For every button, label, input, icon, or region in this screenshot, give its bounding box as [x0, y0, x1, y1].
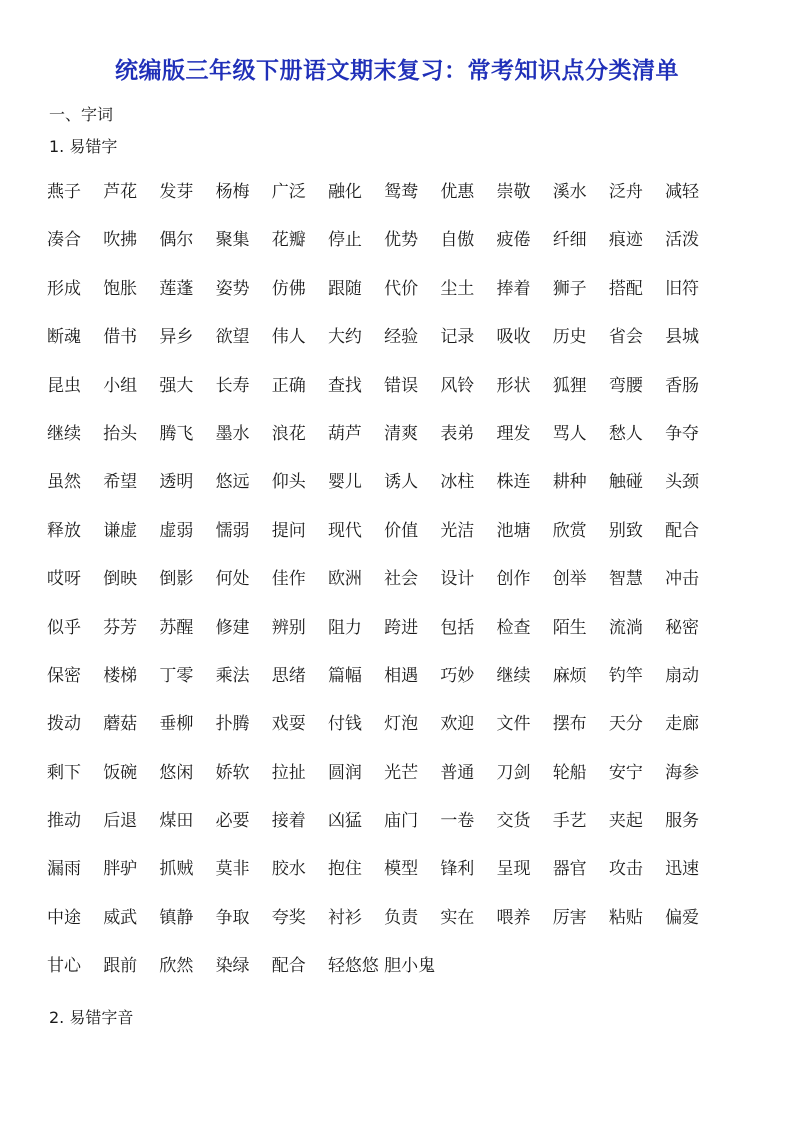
word-item: 借书 — [103, 327, 138, 348]
word-item: 偏爱 — [665, 907, 700, 928]
word-item: 昆虫 — [47, 375, 81, 396]
word-item: 错误 — [384, 375, 419, 396]
word-item: 光芒 — [384, 762, 419, 783]
word-item: 检查 — [496, 617, 531, 638]
word-item: 悠闲 — [159, 762, 194, 783]
word-item: 刀剑 — [496, 762, 531, 783]
word-item: 安宁 — [608, 762, 643, 783]
word-item: 长寿 — [215, 375, 250, 396]
word-item: 一卷 — [440, 811, 475, 832]
section-heading-vocabulary: 一、字词 — [49, 105, 114, 124]
word-item: 莲蓬 — [159, 278, 194, 299]
word-item: 修建 — [215, 617, 250, 638]
word-item: 欣然 — [159, 956, 194, 977]
word-item: 欣赏 — [552, 520, 587, 541]
word-item: 乘法 — [215, 665, 250, 686]
word-item: 耕种 — [552, 472, 587, 493]
word-item: 理发 — [496, 423, 531, 444]
word-item: 继续 — [496, 665, 531, 686]
word-item: 智慧 — [608, 569, 643, 590]
word-item: 夸奖 — [271, 907, 306, 928]
word-item: 融化 — [327, 182, 362, 202]
word-item: 仰头 — [271, 472, 306, 493]
word-item: 似乎 — [47, 617, 81, 638]
word-item: 异乡 — [159, 327, 194, 348]
word-item: 流淌 — [608, 617, 643, 638]
word-item: 剩下 — [47, 762, 81, 783]
word-item: 懦弱 — [215, 520, 250, 541]
word-item: 正确 — [271, 375, 306, 396]
word-item: 虚弱 — [159, 520, 194, 541]
word-item: 篇幅 — [327, 665, 362, 686]
word-item: 染绿 — [215, 956, 250, 977]
word-item: 海参 — [665, 762, 700, 783]
word-item: 小组 — [103, 375, 138, 396]
word-item: 实在 — [440, 907, 475, 928]
word-item: 冲击 — [665, 569, 700, 590]
subheading-error-prone-pronunciation: 2. 易错字音 — [49, 1008, 134, 1027]
word-item: 尘土 — [440, 278, 475, 299]
word-item: 思绪 — [271, 665, 306, 686]
word-item: 模型 — [384, 859, 419, 880]
word-item: 提问 — [271, 520, 306, 541]
word-item: 婴儿 — [327, 472, 362, 493]
word-item: 大约 — [327, 327, 362, 348]
word-item: 垂柳 — [159, 714, 194, 735]
word-item: 抱住 — [327, 859, 362, 880]
word-item: 保密 — [47, 665, 81, 686]
word-item: 发芽 — [159, 182, 194, 202]
word-item: 清爽 — [384, 423, 419, 444]
word-item: 透明 — [159, 472, 194, 493]
word-item: 捧着 — [496, 278, 531, 299]
word-item: 姿势 — [215, 278, 250, 299]
word-item: 跟前 — [103, 956, 138, 977]
word-item: 娇软 — [215, 762, 250, 783]
word-item: 搭配 — [608, 278, 643, 299]
word-item: 煤田 — [159, 811, 194, 832]
word-item: 威武 — [103, 907, 138, 928]
word-item: 株连 — [496, 472, 531, 493]
word-item: 交货 — [496, 811, 531, 832]
word-item: 推动 — [47, 811, 81, 832]
word-item: 芬芳 — [103, 617, 138, 638]
word-item: 弯腰 — [608, 375, 643, 396]
word-item: 鸳鸯 — [384, 182, 419, 202]
word-item: 创举 — [552, 569, 587, 590]
word-item: 漏雨 — [47, 859, 81, 880]
word-item: 欲望 — [215, 327, 250, 348]
word-item: 厉害 — [552, 907, 587, 928]
word-item: 芦花 — [103, 182, 138, 202]
word-item: 优势 — [384, 230, 419, 251]
word-item: 夹起 — [608, 811, 643, 832]
word-item: 跟随 — [327, 278, 362, 299]
word-item: 哎呀 — [47, 569, 81, 590]
word-item: 摆布 — [552, 714, 587, 735]
word-item: 轻悠悠 — [327, 956, 379, 977]
word-item: 凶猛 — [327, 811, 362, 832]
word-item: 广泛 — [271, 182, 306, 202]
word-item: 抬头 — [103, 423, 138, 444]
word-item: 手艺 — [552, 811, 587, 832]
word-item: 伟人 — [271, 327, 306, 348]
word-item: 偶尔 — [159, 230, 194, 251]
word-item: 查找 — [327, 375, 362, 396]
word-item: 包括 — [440, 617, 475, 638]
word-item: 蘑菇 — [103, 714, 138, 735]
word-item: 代价 — [384, 278, 419, 299]
word-item: 虽然 — [47, 472, 81, 493]
word-item: 释放 — [47, 520, 81, 541]
word-item: 陌生 — [552, 617, 587, 638]
word-item: 普通 — [440, 762, 475, 783]
word-item: 风铃 — [440, 375, 475, 396]
word-item: 现代 — [327, 520, 362, 541]
word-item: 佳作 — [271, 569, 306, 590]
word-item: 强大 — [159, 375, 194, 396]
word-item: 天分 — [608, 714, 643, 735]
page-title: 统编版三年级下册语文期末复习：常考知识点分类清单 — [115, 58, 679, 84]
word-item: 锋利 — [440, 859, 475, 880]
word-item: 仿佛 — [271, 278, 306, 299]
word-item: 灯泡 — [384, 714, 419, 735]
word-item: 胆小鬼 — [384, 956, 436, 977]
word-item: 后退 — [103, 811, 138, 832]
word-item: 聚集 — [215, 230, 250, 251]
word-item: 文件 — [496, 714, 531, 735]
word-item: 必要 — [215, 811, 250, 832]
word-item: 何处 — [215, 569, 250, 590]
word-item: 历史 — [552, 327, 587, 348]
word-item: 停止 — [327, 230, 362, 251]
word-item: 秘密 — [665, 617, 700, 638]
word-item: 燕子 — [47, 182, 81, 202]
word-item: 阻力 — [327, 617, 362, 638]
word-item: 丁零 — [159, 665, 194, 686]
word-item: 喂养 — [496, 907, 531, 928]
word-item: 狐狸 — [552, 375, 587, 396]
word-item: 负责 — [384, 907, 419, 928]
word-item: 相遇 — [384, 665, 419, 686]
word-item: 圆润 — [327, 762, 362, 783]
word-item: 凑合 — [47, 230, 81, 251]
word-item: 麻烦 — [552, 665, 587, 686]
word-item: 葫芦 — [327, 423, 362, 444]
word-item: 扑腾 — [215, 714, 250, 735]
word-item: 拉扯 — [271, 762, 306, 783]
word-item: 走廊 — [665, 714, 700, 735]
word-item: 饱胀 — [103, 278, 138, 299]
word-item: 疲倦 — [496, 230, 531, 251]
word-item: 拨动 — [47, 714, 81, 735]
word-item: 悠远 — [215, 472, 250, 493]
word-item: 争取 — [215, 907, 250, 928]
word-item: 经验 — [384, 327, 419, 348]
word-item: 省会 — [608, 327, 643, 348]
word-item: 痕迹 — [608, 230, 643, 251]
word-item: 倒影 — [159, 569, 194, 590]
word-item: 巧妙 — [440, 665, 475, 686]
word-item: 中途 — [47, 907, 81, 928]
word-item: 崇敬 — [496, 182, 531, 202]
word-item: 呈现 — [496, 859, 531, 880]
word-item: 狮子 — [552, 278, 587, 299]
word-item: 吹拂 — [103, 230, 138, 251]
word-item: 甘心 — [47, 956, 81, 977]
word-item: 头颈 — [665, 472, 700, 493]
word-item: 扇动 — [665, 665, 700, 686]
word-item: 莫非 — [215, 859, 250, 880]
word-item: 欧洲 — [327, 569, 362, 590]
word-item: 攻击 — [608, 859, 643, 880]
word-item: 泛舟 — [608, 182, 643, 202]
word-item: 别致 — [608, 520, 643, 541]
word-item: 胖驴 — [103, 859, 138, 880]
word-item: 倒映 — [103, 569, 138, 590]
word-item: 溪水 — [552, 182, 587, 202]
word-item: 辨别 — [271, 617, 306, 638]
word-item: 池塘 — [496, 520, 531, 541]
word-item: 减轻 — [665, 182, 700, 202]
word-item: 庙门 — [384, 811, 419, 832]
word-item: 继续 — [47, 423, 81, 444]
word-item: 楼梯 — [103, 665, 138, 686]
word-item: 表弟 — [440, 423, 475, 444]
word-item: 欢迎 — [440, 714, 475, 735]
word-item: 设计 — [440, 569, 475, 590]
word-item: 配合 — [271, 956, 306, 977]
word-item: 戏耍 — [271, 714, 306, 735]
word-item: 纤细 — [552, 230, 587, 251]
word-item: 愁人 — [608, 423, 643, 444]
word-item: 骂人 — [552, 423, 587, 444]
word-item: 触碰 — [608, 472, 643, 493]
word-item: 旧符 — [665, 278, 700, 299]
word-item: 迅速 — [665, 859, 700, 880]
word-item: 社会 — [384, 569, 419, 590]
word-item: 接着 — [271, 811, 306, 832]
word-item: 争夺 — [665, 423, 700, 444]
word-item: 胶水 — [271, 859, 306, 880]
word-item: 衬衫 — [327, 907, 362, 928]
word-item: 抓贼 — [159, 859, 194, 880]
word-item: 冰柱 — [440, 472, 475, 493]
word-item: 跨进 — [384, 617, 419, 638]
word-item: 形状 — [496, 375, 531, 396]
word-item: 粘贴 — [608, 907, 643, 928]
word-item: 谦虚 — [103, 520, 138, 541]
word-item: 腾飞 — [159, 423, 194, 444]
subheading-error-prone-characters: 1. 易错字 — [49, 137, 118, 156]
word-item: 希望 — [103, 472, 138, 493]
word-item: 价值 — [384, 520, 419, 541]
word-item: 镇静 — [159, 907, 194, 928]
word-item: 断魂 — [47, 327, 81, 348]
word-item: 配合 — [665, 520, 700, 541]
word-item: 自傲 — [440, 230, 475, 251]
word-item: 县城 — [665, 327, 700, 348]
word-item: 钓竿 — [608, 665, 643, 686]
word-item: 诱人 — [384, 472, 419, 493]
word-item: 付钱 — [327, 714, 362, 735]
word-item: 创作 — [496, 569, 531, 590]
word-item: 吸收 — [496, 327, 531, 348]
word-item: 光洁 — [440, 520, 475, 541]
word-item: 轮船 — [552, 762, 587, 783]
word-item: 形成 — [47, 278, 81, 299]
word-item: 器官 — [552, 859, 587, 880]
word-item: 记录 — [440, 327, 475, 348]
word-item: 浪花 — [271, 423, 306, 444]
word-item: 优惠 — [440, 182, 475, 202]
word-item: 服务 — [665, 811, 700, 832]
word-grid — [47, 170, 767, 993]
word-item: 活泼 — [665, 230, 700, 251]
word-item: 花瓣 — [271, 230, 306, 251]
word-item: 香肠 — [665, 375, 700, 396]
word-item: 饭碗 — [103, 762, 138, 783]
word-item: 杨梅 — [215, 182, 250, 202]
word-item: 苏醒 — [159, 617, 194, 638]
word-item: 墨水 — [215, 423, 250, 444]
